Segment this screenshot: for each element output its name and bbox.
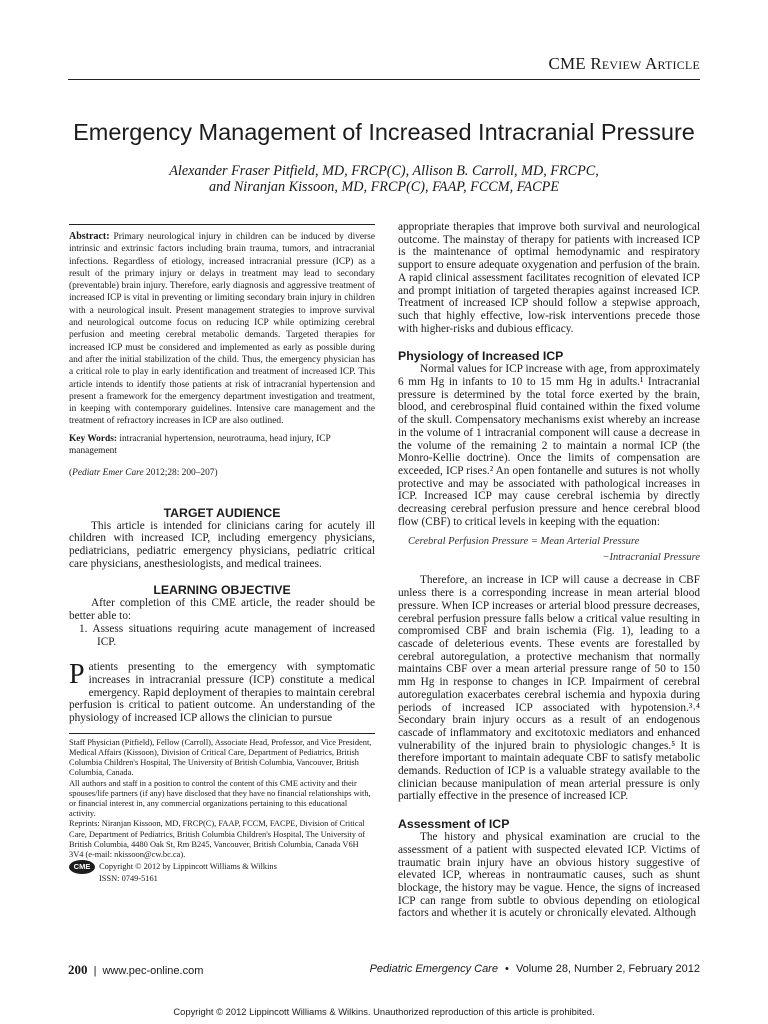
footnote-copyright: Copyright © 2012 by Lippincott Williams & Wilkins — [99, 862, 277, 872]
cbf-text: Therefore, an increase in ICP will cause a decrease in CBF unless there is a corresponding increase in mean arterial blood pressure. When ICP increases or arterial blood pressure decreases, cerebral perfusion pressure falls below a critical value resulting in compromised CBF and brain ischemia (Fig. 1), leading to a cascade of deleterious events. These events are forestalled by cerebral autoregulation, a protective mechanism that normally maintains CBF over a mean arterial pressure range of 50 to 150 mm Hg in response to changes in ICP. Impairment of cerebral autoregulation exacerbates cerebral ischemia and hypoxia during periods of increased ICP associated with hypotension.³˒⁴ Secondary brain injury occurs as a result of an endogenous cascade of inflammatory and excitotoxic mediators and enhanced vulnerability of the injured brain to physiologic changes.⁵ It is therefore important to maintain adequate CBF to satisfy metabolic demands. Reduction of ICP is a valuable strategy available to the clinician because manipulation of mean arterial pressure is only partially effective in the presence of increased ICP. — [398, 574, 700, 803]
footnote-affiliations: Staff Physician (Pitfield), Fellow (Carroll), Associate Head, Professor, and Vice President, Medical Affairs (Kissoon), Division of Critical Care, Department of Pediatrics, British Columbia Children's Hospital, The University of British Columbia, Vancouver, British Columbia, Canada. — [69, 737, 372, 778]
authors-line-2: and Niranjan Kissoon, MD, FRCP(C), FAAP, FCCM, FACPE — [209, 179, 559, 195]
citation: (Pediatr Emer Care 2012;28: 200–207) — [69, 468, 218, 479]
learning-objective-heading: LEARNING OBJECTIVE — [153, 583, 291, 598]
authors-line-1: Alexander Fraser Pitfield, MD, FRCP(C), Allison B. Carroll, MD, FRCPC, — [169, 163, 599, 179]
footer-left — [68, 962, 203, 978]
intro-paragraph — [69, 661, 375, 725]
section-label: CME Review Article — [548, 54, 700, 73]
abstract-label: Abstract: — [69, 231, 110, 242]
equation-line-1: Cerebral Perfusion Pressure = Mean Arterial Pressure — [408, 536, 640, 548]
abstract — [69, 231, 375, 428]
footnote-copyright-line — [69, 860, 375, 874]
keywords-text: intracranial hypertension, neurotrauma, head injury, ICP management — [69, 433, 331, 457]
footnotes — [69, 738, 375, 885]
physiology-text: Normal values for ICP increase with age, from approximately 6 mm Hg in infants to 10 to 15 mm Hg in adults.¹ Intracranial pressure is determined by the total force exerted by the brain, blood, and cerebrospinal fluid contained within the fixed volume of the skull. Compensatory mechanisms exist whereby an increase in the volume of 1 intracranial component will cause a decrease in the volume of the remaining 2 to maintain a normal ICP (the Monro-Kellie doctrine). Once the limits of compensation are exceeded, ICP rises.² An open fontanelle and sutures is not wholly protective and may be associated with pathological increases in ICP. Increased ICP may cause cerebral ischemia by directly decreasing cerebral perfusion pressure and hence cerebral blood flow (CBF) to critical levels in keeping with the equation: — [398, 363, 700, 528]
footer-journal: Pediatric Emergency Care — [369, 963, 498, 975]
footer-separator: | — [93, 965, 97, 977]
abstract-divider — [69, 224, 375, 225]
citation-details: 2012;28: 200–207) — [143, 468, 218, 479]
section-header — [68, 54, 700, 74]
target-audience-heading: TARGET AUDIENCE — [163, 505, 281, 520]
article-title: Emergency Management of Increased Intracranial Pressure — [73, 119, 695, 145]
footer-right — [370, 963, 700, 975]
footnote-reprints: Reprints: Niranjan Kissoon, MD, FRCP(C), FAAP, FCCM, FACPE, Division of Critical Care, Department of Pediatrics, British Columbia Children's Hospital, The University of British Columbia, 4480 Oak St, Rm B245, Vancouver, British Columbia, Canada V6H 3V4 (e-mail: nkissoon@cw.bc.ca). — [69, 819, 366, 860]
footnote-divider — [69, 733, 375, 734]
left-column — [69, 224, 375, 884]
copyright-notice: Copyright © 2012 Lippincott Williams & Wilkins. Unauthorized reproduction of this article is prohibited. — [173, 1006, 595, 1017]
footnote-issn: ISSN: 0749-5161 — [99, 874, 158, 884]
equation-line-2: −Intracranial Pressure — [602, 552, 700, 564]
footer-bullet: • — [505, 963, 509, 975]
continuation-paragraph: appropriate therapies that improve both survival and neurological outcome. The mainstay of therapy for patients with increased ICP is the maintenance of optimal hemodynamic and respiratory support to ensure adequate oxygenation and perfusion of the brain. A rapid clinical assessment facilitates recognition of elevated ICP and prompt initiation of targeted therapies against increased ICP. Treatment of increased ICP should follow a stepwise approach, such that highly effective, low-risk interventions precede those with higher-risks and dubious efficacy. — [398, 221, 700, 335]
keywords-label: Key Words: — [69, 433, 118, 444]
citation-journal: Pediatr Emer Care — [72, 468, 144, 479]
right-column — [398, 221, 700, 920]
cme-badge: CME — [69, 860, 95, 874]
learning-objective-item: 1. Assess situations requiring acute management of increased ICP. — [79, 622, 375, 648]
header-divider — [68, 79, 700, 80]
cpp-equation — [398, 534, 700, 566]
keywords — [69, 433, 375, 458]
page-number: 200 — [68, 962, 88, 977]
target-audience-text: This article is intended for clinicians caring for acutely ill children with increased ICP, including emergency physicians, pediatricians, pediatric emergency physicians, pediatric critical care physicians, anesthesiologists, and medical trainees. — [69, 519, 375, 570]
intro-text: atients presenting to the emergency with symptomatic increases in intracranial pressure (ICP) constitute a medical emergency. Rapid deployment of therapies to maintain cerebral perfusion is critical to patient outcome. An understanding of the physiology of increased ICP allows the clinician to pursue — [69, 661, 375, 725]
dropcap-letter: P — [69, 659, 85, 691]
footnote-disclosure: All authors and staff in a position to control the content of this CME activity and their spouses/life partners (if any) have disclosed that they have no financial relationships with, or financial interest in, any commercial organizations pertaining to this educational activity. — [69, 778, 371, 819]
article-authors — [90, 163, 678, 195]
abstract-text: Primary neurological injury in children can be induced by diverse intrinsic and extrinsic factors including brain trauma, tumors, and intracranial infections. Regardless of etiology, increased intracranial pressure (ICP) as a result of the primary injury or delays in treatment may lead to secondary (preventable) brain injury. Therefore, early diagnosis and aggressive treatment of increased ICP is vital in preventing or limiting secondary brain injury in children with a neurological insult. Present management strategies to improve survival and neurological outcome focus on reducing ICP while optimizing cerebral perfusion and meeting cerebral metabolic demands. Targeted therapies for increased ICP must be considered and implemented as early as possible during and after the initial stabilization of the child. Thus, the emergency physician has a critical role to play in early identification and treatment of increased ICP. This article intends to identify those patients at risk of intracranial hypertension and present a framework for the emergency department investigation and treatment, in keeping with contemporary guidelines. Intensive care management and the treatment of refractory increases in ICP are also outlined. — [69, 232, 375, 427]
learning-objective-text: After completion of this CME article, the reader should be better able to: — [69, 597, 375, 623]
footer-website[interactable]: www.pec-online.com — [102, 965, 204, 977]
footer-volume: Volume 28, Number 2, February 2012 — [515, 963, 700, 975]
assessment-text: The history and physical examination are crucial to the assessment of a patient with suspected elevated ICP. Victims of traumatic brain injury have an obvious history suggestive of elevated ICP, whereas in nontraumatic causes, such as shunt blockage, the history may be vague. Hence, the signs of increased ICP can range from subtle to obvious depending on etiological factors and whether it is acutely or chronically elevated. Although — [398, 831, 700, 920]
physiology-heading: Physiology of Increased ICP — [398, 349, 564, 364]
assessment-heading: Assessment of ICP — [398, 817, 510, 832]
